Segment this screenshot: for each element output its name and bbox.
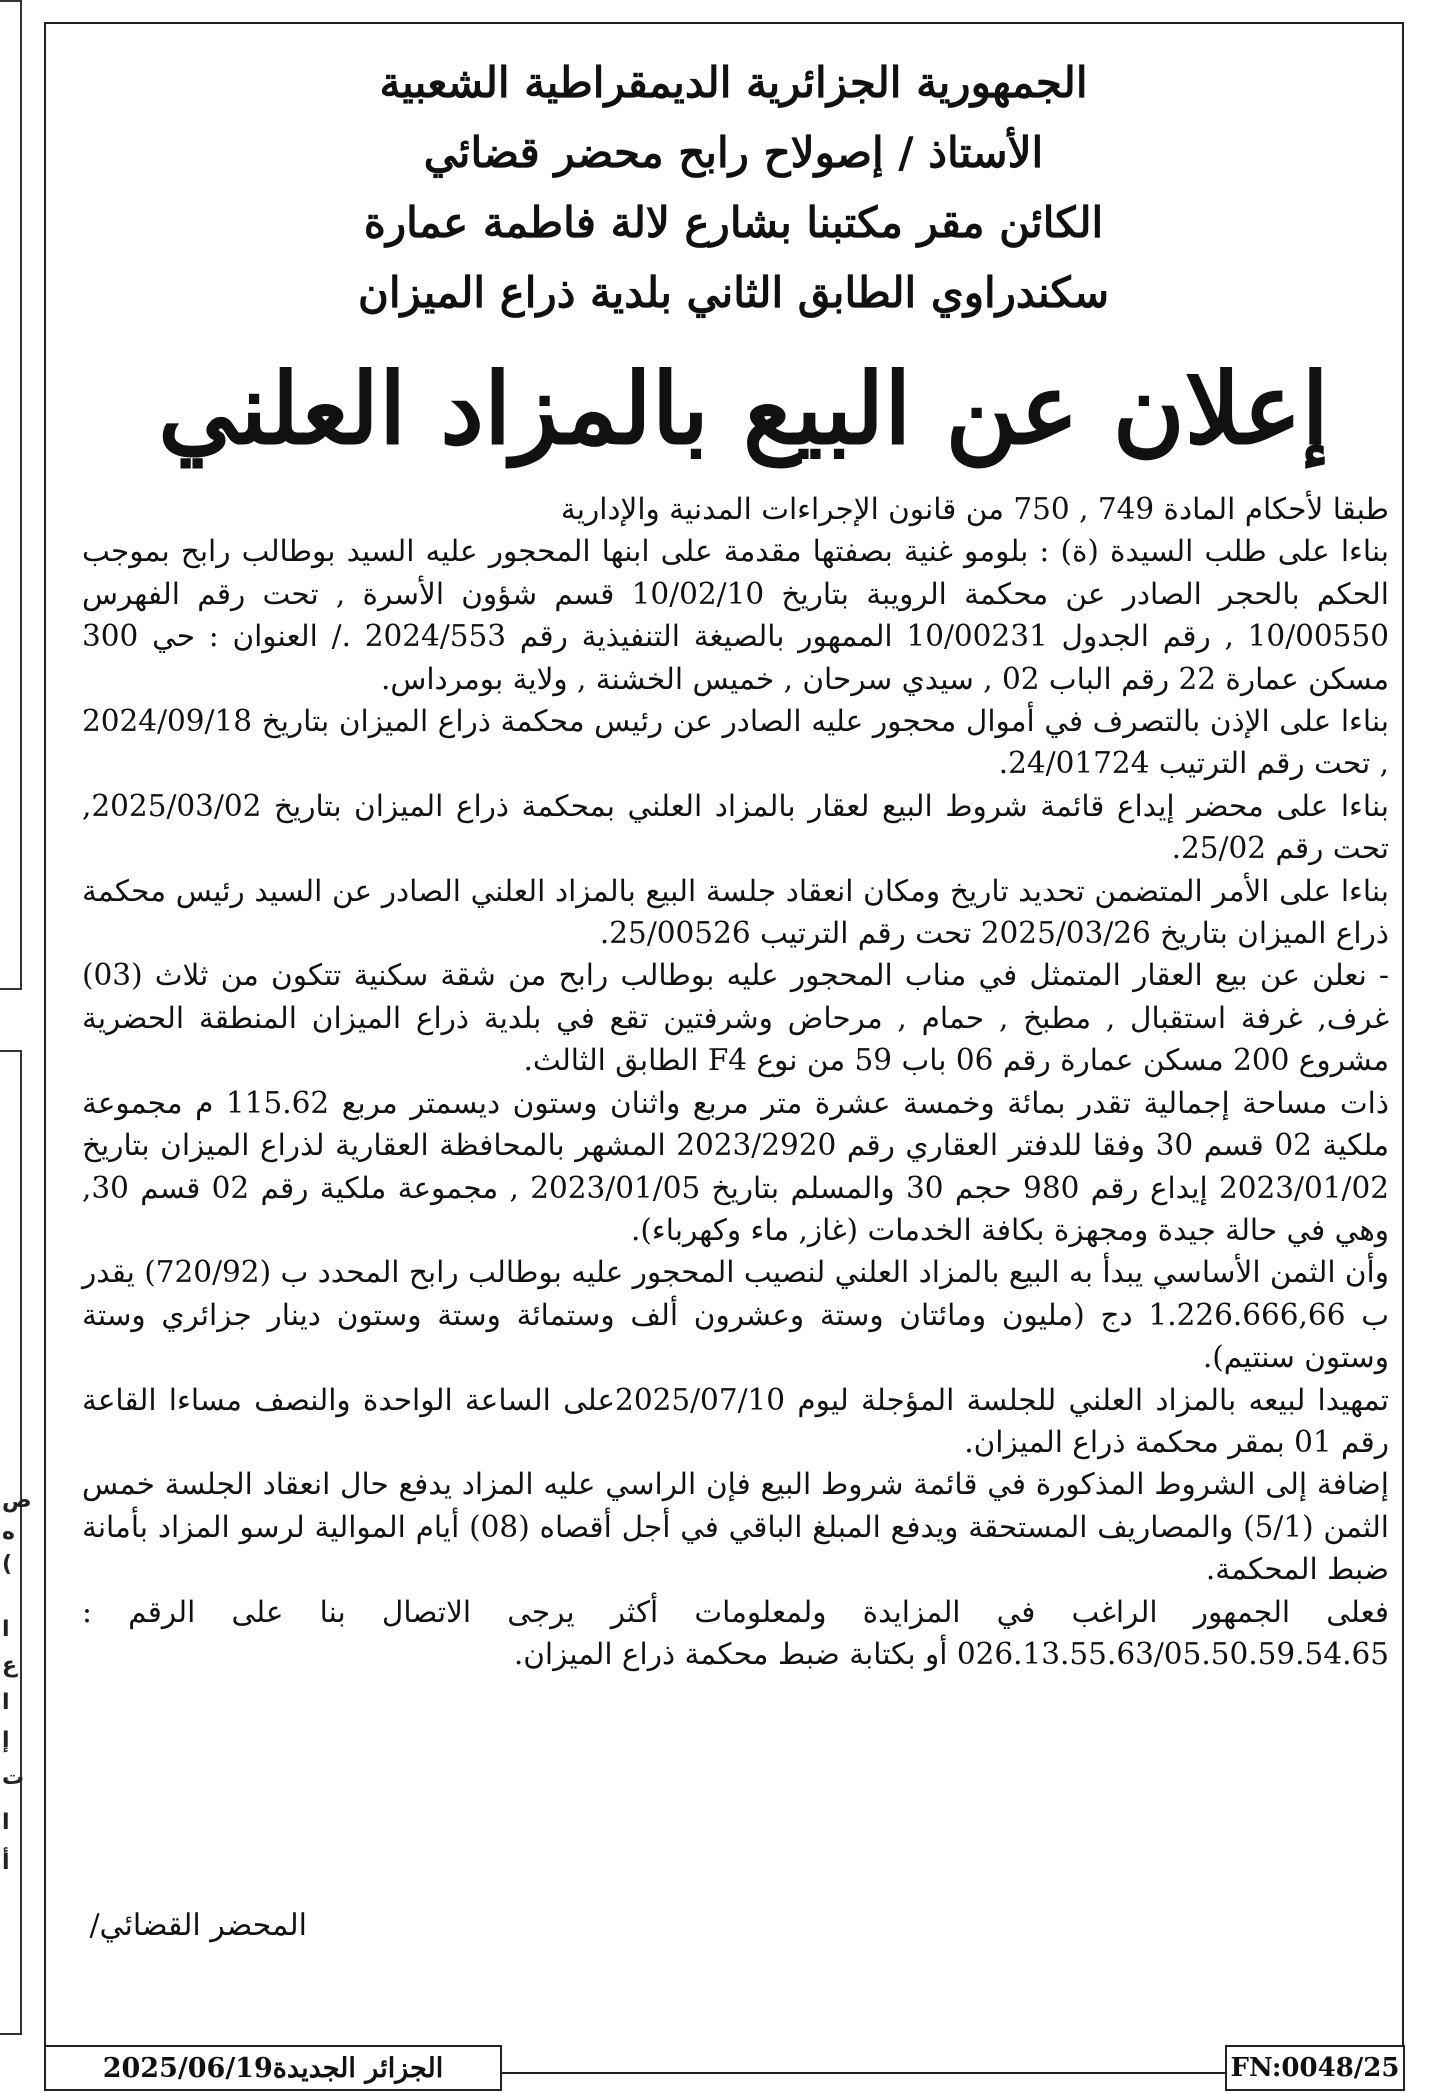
adjacent-column-char: أ <box>2 1850 10 1875</box>
body-paragraph-contact: فعلى الجمهور الراغب في المزايدة ولمعلومات أكثر يرجى الاتصال بنا على الرقم : 026.13.55.63/05.50.59.54.65 أو بكتابة ضبط محكمة ذراع الميزان. <box>82 1594 1389 1671</box>
header-address-line-2: سكندراوي الطابق الثاني بلدية ذراع الميزان <box>357 268 1110 317</box>
adjacent-column-char: ت <box>2 1765 25 1790</box>
newspaper-date-box: الجزائر الجديدة2025/06/19 <box>44 2045 502 2091</box>
adjacent-column-char: ع <box>2 1653 18 1678</box>
body-paragraph-session: تمهيدا لبيعه بالمزاد العلني للجلسة المؤجلة ليوم 2025/07/10على الساعة الواحدة والنصف مساءا القاعة رقم 01 بمقر محكمة ذراع الميزان. <box>82 1382 1390 1459</box>
body-paragraph-price: وأن الثمن الأساسي يبدأ به البيع بالمزاد العلني لنصيب المحجور عليه بوطالب رابح المحدد ب (720/92) يقدر ب 1.226.666,66 دج (مليون ومائتان وستة وعشرون ألف وستمائة وستة وستون دينار جزائري وستة وستون سنتيم). <box>82 1255 1390 1375</box>
adjacent-column-char: إ <box>2 1728 10 1753</box>
notice-body <box>82 488 1389 1675</box>
header-address-line-1: الكائن مقر مكتبنا بشارع لالة فاطمة عمارة <box>363 198 1104 247</box>
body-paragraph-deposit: بناءا على محضر إيداع قائمة شروط البيع لعقار بالمزاد العلني بمحكمة ذراع الميزان بتاريخ 2025/03/02, تحت رقم 25/02. <box>82 788 1389 866</box>
body-paragraph-legal-basis: طبقا لأحكام المادة 749 , 750 من قانون الإجراءات المدنية والإدارية <box>560 492 1389 526</box>
adjacent-column-char: ص <box>2 1488 32 1513</box>
adjacent-column-box-top <box>0 0 22 990</box>
adjacent-column-edge <box>0 0 32 2094</box>
notice-title: إعلان عن البيع بالمزاد العلني <box>158 352 1329 467</box>
body-paragraph-conditions: إضافة إلى الشروط المذكورة في قائمة شروط البيع فإن الراسي عليه المزاد يدفع حال انعقاد الجلسة خمس الثمن (5/1) والمصاريف المستحقة ويدفع المبلغ الباقي في أجل أقصاه (08) أيام الموالية لرسو المزاد بأمانة ضبط المحكمة. <box>82 1467 1390 1587</box>
body-paragraph-property: - نعلن عن بيع العقار المتمثل في مناب المحجور عليه بوطالب رابح من شقة سكنية تتكون من ثلاث (03) غرف, غرفة استقبال , مطبخ , حمام , مرحاض وشرفتين تقع في بلدية ذراع الميزان المنطقة الحضرية مشروع 200 مسكن عمارة رقم 06 باب 59 من نوع F4 الطابق الثالث. <box>82 958 1389 1078</box>
body-paragraph-request: بناءا على طلب السيدة (ة) : بلومو غنية بصفتها مقدمة على ابنها المحجور عليه السيد بوطالب رابح بموجب الحكم بالحجر الصادر عن محكمة الرويبة بتاريخ 10/02/10 قسم شؤون الأسرة , تحت رقم الفهرس 10/00550 , رقم الجدول 10/00231 الممهور بالصيغة التنفيذية رقم 2024/553 ./ العنوان : حي 300 مسكن عمارة 22 رقم الباب 02 , سيدي سرحان , خميس الخشنة , ولاية بومرداس. <box>82 534 1389 696</box>
adjacent-column-char: ه <box>2 1520 15 1545</box>
adjacent-column-char: ا <box>2 1690 10 1715</box>
header-bailiff-name: الأستاذ / إصولاح رابح محضر قضائي <box>423 128 1044 177</box>
header-republic: الجمهورية الجزائرية الديمقراطية الشعبية <box>379 58 1088 107</box>
file-number-box: FN:0048/25 <box>1225 2045 1405 2091</box>
body-paragraph-area: ذات مساحة إجمالية تقدر بمائة وخمسة عشرة متر مربع واثنان وستون ديسمتر مربع 115.62 م مجموعة ملكية 02 قسم 30 وفقا للدفتر العقاري رقم 2023/2920 المشهر بالمحافظة العقارية لذراع الميزان بتاريخ 2023/01/02 إيداع رقم 980 حجم 30 والمسلم بتاريخ 2023/01/05 , مجموعة ملكية رقم 02 قسم 30, وهي في حالة جيدة ومجهزة بكافة الخدمات (غاز, ماء وكهرباء). <box>82 1085 1390 1247</box>
body-paragraph-order: بناءا على الأمر المتضمن تحديد تاريخ ومكان انعقاد جلسة البيع بالمزاد العلني الصادر عن السيد رئيس محكمة ذراع الميزان بتاريخ 2025/03/26 تحت رقم الترتيب 25/00526. <box>82 873 1389 951</box>
body-paragraph-authorization: بناءا على الإذن بالتصرف في أموال محجور عليه الصادر عن رئيس محكمة ذراع الميزان بتاريخ 2024/09/18 , تحت رقم الترتيب 24/01724. <box>82 704 1389 781</box>
adjacent-column-char: ا <box>2 1810 10 1835</box>
notice-header <box>120 48 1347 328</box>
adjacent-column-char: ( <box>2 1552 13 1577</box>
signature: المحضر القضائي/ <box>89 1908 307 1943</box>
adjacent-column-char: ا <box>2 1617 10 1642</box>
